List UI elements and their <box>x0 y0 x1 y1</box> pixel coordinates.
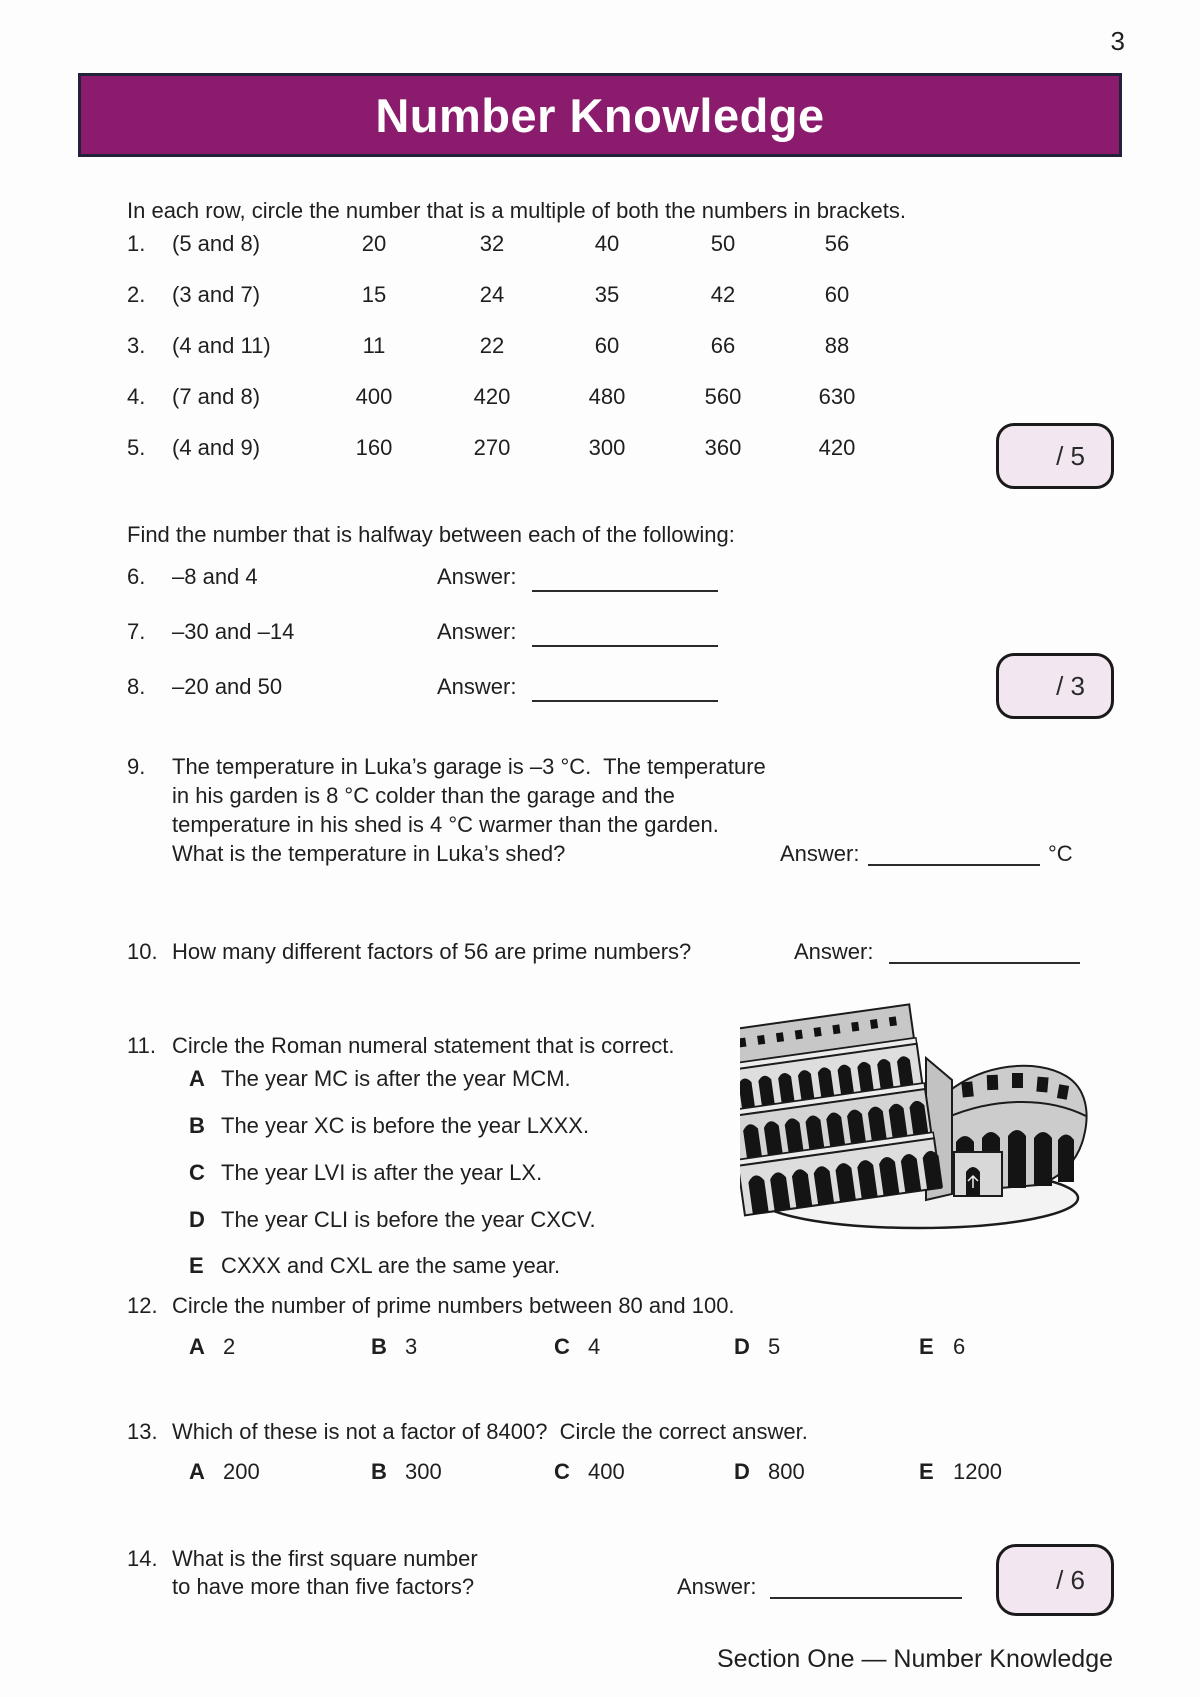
q10-text: How many different factors of 56 are prime numbers? <box>172 939 692 964</box>
multiples-intro: In each row, circle the number that is a multiple of both the numbers in brackets. <box>127 198 906 223</box>
q2-number: 2. <box>127 282 146 307</box>
q11-option-d[interactable] <box>189 1206 596 1234</box>
answer-label: Answer: <box>437 619 517 644</box>
score-value: / 5 <box>1056 440 1085 471</box>
option-letter: D <box>189 1207 205 1232</box>
q14-number: 14. <box>127 1546 158 1571</box>
option-letter: E <box>919 1334 934 1359</box>
q14-text-line: What is the first square number <box>172 1546 478 1571</box>
q5-option-value[interactable]: 360 <box>704 435 742 460</box>
page-title: Number Knowledge <box>375 88 825 142</box>
q12-option-b[interactable] <box>371 1333 417 1361</box>
q11-option-b[interactable] <box>189 1112 589 1140</box>
q11-option-a[interactable] <box>189 1065 571 1093</box>
option-value: 400 <box>588 1459 625 1484</box>
q5-number: 5. <box>127 435 146 460</box>
q1-option-value[interactable]: 32 <box>479 231 505 256</box>
q13-number: 13. <box>127 1419 158 1444</box>
q11-option-c[interactable] <box>189 1159 542 1187</box>
q2-option-value[interactable]: 60 <box>824 282 850 307</box>
answer-line[interactable] <box>770 1597 962 1599</box>
q2-option-value[interactable]: 24 <box>479 282 505 307</box>
q14-text-line: to have more than five factors? <box>172 1574 475 1599</box>
answer-line[interactable] <box>532 700 718 702</box>
answer-label: Answer: <box>437 564 517 589</box>
option-value: 2 <box>223 1334 236 1359</box>
option-letter: E <box>919 1459 934 1484</box>
q2-option-value[interactable]: 42 <box>710 282 736 307</box>
option-letter: C <box>554 1334 570 1359</box>
option-value: 6 <box>953 1334 966 1359</box>
answer-line[interactable] <box>532 590 718 592</box>
page-number: 3 <box>1110 26 1125 56</box>
option-text: The year CLI is before the year CXCV. <box>221 1207 596 1232</box>
q7-number: 7. <box>127 619 146 644</box>
option-letter: B <box>371 1459 387 1484</box>
answer-label: Answer: <box>437 674 517 699</box>
q2-option-value[interactable]: 15 <box>361 282 387 307</box>
q3-option-value[interactable]: 60 <box>594 333 620 358</box>
q8-number: 8. <box>127 674 146 699</box>
q1-option-value[interactable]: 40 <box>594 231 620 256</box>
q3-bracket-pair: (4 and 11) <box>172 333 271 358</box>
q1-number: 1. <box>127 231 146 256</box>
q4-option-value[interactable]: 480 <box>588 384 626 409</box>
option-letter: A <box>189 1334 205 1359</box>
q4-option-value[interactable]: 420 <box>473 384 511 409</box>
option-value: 3 <box>405 1334 418 1359</box>
q1-option-value[interactable]: 20 <box>361 231 387 256</box>
option-value: 5 <box>768 1334 781 1359</box>
option-text: The year XC is before the year LXXX. <box>221 1113 590 1138</box>
q11-text: Circle the Roman numeral statement that is correct. <box>172 1033 675 1058</box>
q11-option-e[interactable] <box>189 1252 560 1280</box>
q12-option-e[interactable] <box>919 1333 965 1361</box>
q12-option-d[interactable] <box>734 1333 780 1361</box>
q13-option-a[interactable] <box>189 1458 260 1486</box>
q12-option-a[interactable] <box>189 1333 235 1361</box>
q3-option-value[interactable]: 11 <box>362 333 386 358</box>
option-letter: C <box>189 1160 205 1185</box>
q3-option-value[interactable]: 22 <box>479 333 505 358</box>
unit-label: °C <box>1048 841 1073 866</box>
q3-option-value[interactable]: 66 <box>710 333 736 358</box>
score-box <box>996 1544 1114 1616</box>
q2-bracket-pair: (3 and 7) <box>172 282 261 307</box>
q2-option-value[interactable]: 35 <box>594 282 620 307</box>
option-letter: E <box>189 1253 204 1278</box>
footer-text: Section One — Number Knowledge <box>716 1645 1113 1673</box>
colosseum-illustration <box>740 1000 1105 1232</box>
answer-line[interactable] <box>532 645 718 647</box>
option-letter: B <box>371 1334 387 1359</box>
score-box <box>996 653 1114 719</box>
q6-number: 6. <box>127 564 146 589</box>
option-text: CXXX and CXL are the same year. <box>221 1253 561 1278</box>
q4-option-value[interactable]: 400 <box>355 384 393 409</box>
q12-number: 12. <box>127 1293 158 1318</box>
score-box <box>996 423 1114 489</box>
answer-label: Answer: <box>677 1574 757 1599</box>
q9-text-line: The temperature in Luka’s garage is –3 °C. The temperature <box>172 754 766 779</box>
option-letter: C <box>554 1459 570 1484</box>
option-value: 1200 <box>953 1459 1002 1484</box>
q9-text-line: in his garden is 8 °C colder than the garage and the <box>172 783 675 808</box>
q9-text-line: What is the temperature in Luka’s shed? <box>172 841 566 866</box>
q5-option-value[interactable]: 420 <box>818 435 856 460</box>
q4-option-value[interactable]: 630 <box>818 384 856 409</box>
q1-option-value[interactable]: 56 <box>824 231 850 256</box>
q3-option-value[interactable]: 88 <box>824 333 850 358</box>
q1-option-value[interactable]: 50 <box>710 231 736 256</box>
option-value: 300 <box>405 1459 442 1484</box>
q7-pair: –30 and –14 <box>172 619 295 644</box>
option-letter: D <box>734 1459 750 1484</box>
option-letter: D <box>734 1334 750 1359</box>
q3-number: 3. <box>127 333 146 358</box>
q12-option-c[interactable] <box>554 1333 600 1361</box>
score-value: / 6 <box>1056 1564 1085 1595</box>
option-value: 4 <box>588 1334 601 1359</box>
q4-number: 4. <box>127 384 146 409</box>
q9-number: 9. <box>127 754 146 779</box>
q4-option-value[interactable]: 560 <box>704 384 742 409</box>
q5-option-value[interactable]: 160 <box>355 435 393 460</box>
answer-label: Answer: <box>794 939 874 964</box>
q10-number: 10. <box>127 939 158 964</box>
q5-option-value[interactable]: 300 <box>588 435 626 460</box>
answer-line[interactable] <box>889 962 1080 964</box>
q13-option-c[interactable] <box>554 1458 625 1486</box>
option-value: 200 <box>223 1459 260 1484</box>
option-value: 800 <box>768 1459 805 1484</box>
q13-option-b[interactable] <box>371 1458 442 1486</box>
q5-option-value[interactable]: 270 <box>473 435 511 460</box>
option-letter: A <box>189 1459 205 1484</box>
q8-pair: –20 and 50 <box>172 674 283 699</box>
q5-bracket-pair: (4 and 9) <box>172 435 261 460</box>
option-letter: B <box>189 1113 205 1138</box>
score-value: / 3 <box>1056 670 1085 701</box>
q12-text: Circle the number of prime numbers between 80 and 100. <box>172 1293 735 1318</box>
q1-bracket-pair: (5 and 8) <box>172 231 261 256</box>
option-letter: A <box>189 1066 205 1091</box>
halfway-intro: Find the number that is halfway between each of the following: <box>127 522 735 547</box>
title-banner <box>78 73 1122 157</box>
q9-text-line: temperature in his shed is 4 °C warmer than the garden. <box>172 812 719 837</box>
q13-text: Which of these is not a factor of 8400? Circle the correct answer. <box>172 1419 808 1444</box>
q13-option-e[interactable] <box>919 1458 1002 1486</box>
q6-pair: –8 and 4 <box>172 564 258 589</box>
answer-label: Answer: <box>780 841 860 866</box>
q11-number: 11. <box>127 1033 156 1058</box>
option-text: The year MC is after the year MCM. <box>221 1066 571 1091</box>
q13-option-d[interactable] <box>734 1458 805 1486</box>
q4-bracket-pair: (7 and 8) <box>172 384 261 409</box>
option-text: The year LVI is after the year LX. <box>221 1160 543 1185</box>
answer-line[interactable] <box>868 864 1040 866</box>
